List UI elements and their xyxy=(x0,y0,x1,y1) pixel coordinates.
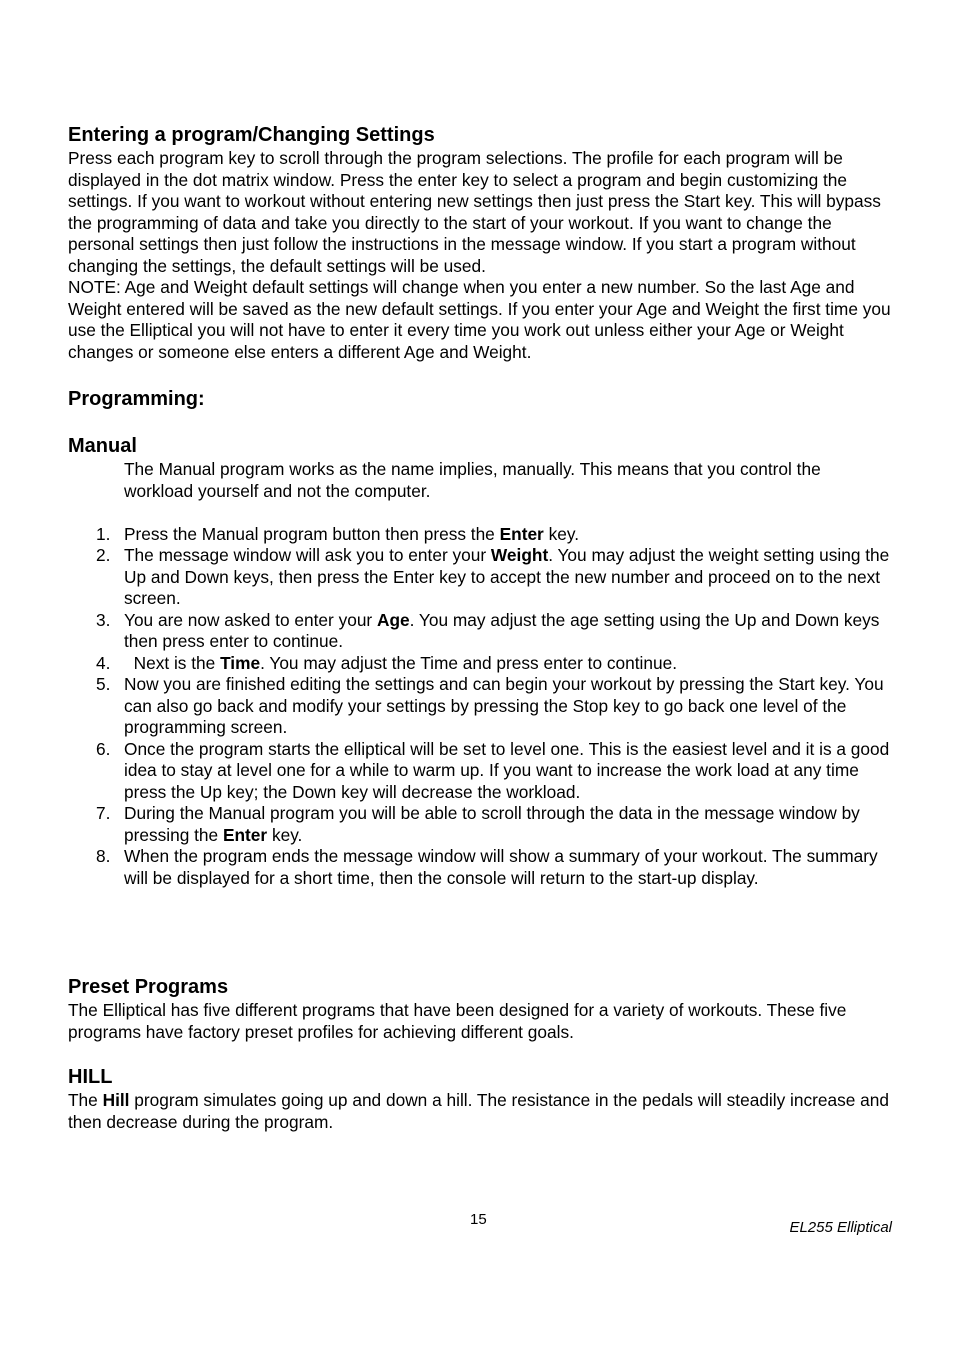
document-page xyxy=(68,122,894,1133)
paragraph-preset-programs: The Elliptical has five different programs that have been designed for a variety of workouts. These five programs have factory preset profiles for achieving different goals. xyxy=(68,1000,847,1042)
heading-hill: HILL xyxy=(68,1066,113,1088)
manual-steps-list xyxy=(68,524,894,890)
heading-programming: Programming: xyxy=(68,388,205,410)
list-item: 3. You are now asked to enter your Age. You may adjust the age setting using the Up and Down keys then press enter to continue. xyxy=(96,609,880,651)
list-item: 4. Next is the Time. You may adjust the Time and press enter to continue. xyxy=(96,652,678,673)
paragraph-note-defaults: NOTE: Age and Weight default settings will change when you enter a new number. So the last Age and Weight entered will be saved as the new default settings. If you enter your Age and Weight the first time you use the Elliptical you will not have to enter it every time you work out unless either your Age or Weight changes or someone else enters a different Age and Weight. xyxy=(68,277,891,362)
heading-entering-program: Entering a program/Changing Settings xyxy=(68,124,435,146)
paragraph-manual-intro: The Manual program works as the name implies, manually. This means that you control the workload yourself and not the computer. xyxy=(124,459,821,501)
paragraph-program-selection: Press each program key to scroll through the program selections. The profile for each program will be displayed in the dot matrix window. Press the enter key to select a program and begin customizing the settings. If you want to workout without entering new settings then just press the Start key. This will bypass the programming of data and take you directly to the start of your workout. If you want to change the personal settings then just follow the instructions in the message window. If you start a program without changing the settings, the default settings will be used. xyxy=(68,148,881,276)
list-item: 1. Press the Manual program button then press the Enter key. xyxy=(96,523,580,544)
page-number: 15 xyxy=(470,1211,487,1228)
list-item: 5. Now you are finished editing the settings and can begin your workout by pressing the Start key. You can also go back and modify your settings by pressing the Stop key to go back one level of the programming screen. xyxy=(96,674,884,737)
heading-manual: Manual xyxy=(68,435,137,457)
heading-preset-programs: Preset Programs xyxy=(68,976,229,998)
list-item: 8. When the program ends the message window will show a summary of your workout. The summary will be displayed for a short time, then the console will return to the start-up display. xyxy=(96,846,878,888)
paragraph-hill: The Hill program simulates going up and down a hill. The resistance in the pedals will steadily increase and then decrease during the program. xyxy=(68,1090,890,1132)
document-title: EL255 Elliptical xyxy=(789,1219,892,1236)
list-item: 2. The message window will ask you to enter your Weight. You may adjust the weight setting using the Up and Down keys, then press the Enter key to accept the new number and proceed on to the next screen. xyxy=(96,545,890,608)
list-item: 6. Once the program starts the elliptical will be set to level one. This is the easiest level and it is a good idea to stay at level one for a while to warm up. If you want to increase the work load at any time press the Up key; the Down key will decrease the workload. xyxy=(96,738,890,802)
list-item: 7. During the Manual program you will be able to scroll through the data in the message window by pressing the Enter key. xyxy=(96,803,860,845)
